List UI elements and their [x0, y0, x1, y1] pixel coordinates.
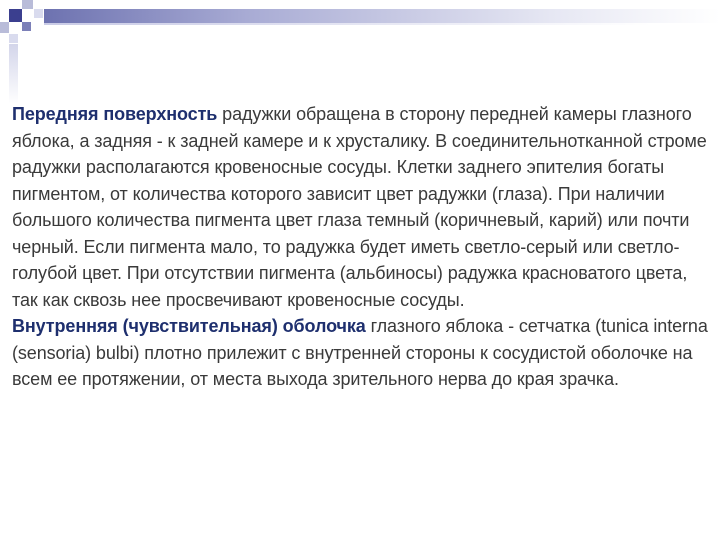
paragraph-text: глазного яблока - сетчатка (tunica interna (sensoria) bulbi) плотно прилежит с внутренней стороны к сосудистой оболочке на всем ее протяжении, от места выхода зрительного нерва до края зрачка.: [12, 316, 708, 389]
decor-square: [0, 22, 9, 33]
header-rule: [44, 23, 720, 25]
paragraph-text: радужки обращена в сторону передней камеры глазного яблока, а задняя - к задней камере и к хрусталику. В соединительнотканной строме радужки располагаются кровеносные сосуды. Клетки заднего эпителия богаты пигментом, от количества которого зависит цвет радужки (глаза). При наличии большого количества пигмента цвет глаза темный (коричневый, карий) или почти черный. Если пигмента мало, то радужка будет иметь светло-серый или светло-голубой цвет. При отсутствии пигмента (альбиносы) радужка красноватого цвета, так как сквозь нее просвечивают кровеносные сосуды.: [12, 104, 707, 310]
header-gradient-bar: [44, 9, 720, 23]
decor-square: [9, 34, 18, 43]
decor-square: [22, 0, 33, 9]
side-gradient-bar: [9, 44, 18, 104]
body-text: [12, 101, 712, 393]
decor-square: [22, 22, 31, 31]
decor-square: [9, 9, 22, 22]
bold-lead: Передняя поверхность: [12, 104, 218, 124]
paragraph-retina: [12, 313, 712, 393]
paragraph-iris: [12, 101, 712, 313]
bold-lead: Внутренняя (чувствительная) оболочка: [12, 316, 366, 336]
decor-square: [34, 9, 43, 18]
